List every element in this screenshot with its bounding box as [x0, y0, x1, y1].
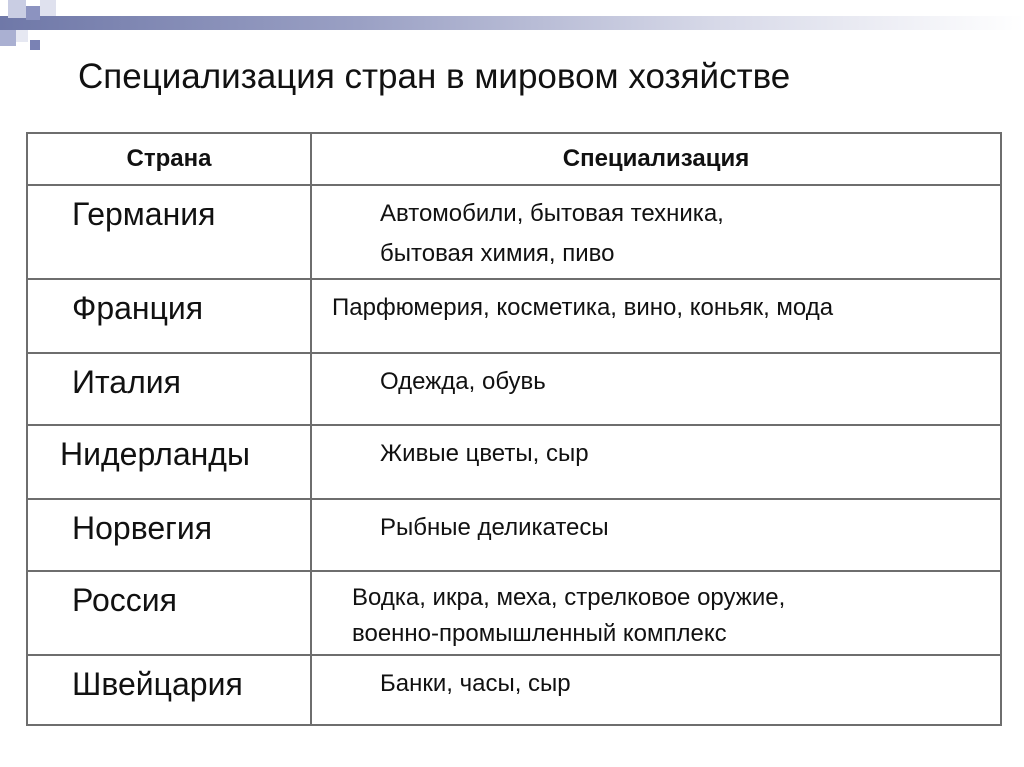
decorative-square	[8, 0, 26, 18]
specialization-table	[26, 132, 1002, 726]
specialization-cell	[312, 186, 1000, 274]
header-gradient-band	[0, 16, 1024, 30]
specialization-cell: Банки, часы, сыр	[380, 670, 571, 697]
specialization-cell: Одежда, обувь	[380, 368, 546, 395]
specialization-line: бытовая химия, пиво	[380, 240, 615, 267]
table-row	[27, 425, 1001, 499]
specialization-line: военно-промышленный комплекс	[352, 620, 727, 647]
country-cell: Нидерланды	[60, 436, 250, 472]
specialization-cell: Рыбные деликатесы	[380, 514, 609, 541]
specialization-line: Водка, икра, меха, стрелковое оружие,	[352, 584, 786, 611]
column-header-country: Страна	[27, 133, 311, 185]
country-cell: Италия	[72, 364, 181, 400]
specialization-cell: Парфюмерия, косметика, вино, коньяк, мода	[332, 294, 834, 321]
decorative-square	[16, 30, 28, 42]
table-row	[27, 279, 1001, 353]
decorative-square	[0, 30, 16, 46]
decorative-square	[30, 40, 40, 50]
table-row	[27, 571, 1001, 655]
page-title: Специализация стран в мировом хозяйстве	[78, 57, 791, 96]
table-header-row	[27, 133, 1001, 185]
decorative-square	[40, 0, 56, 16]
country-cell: Норвегия	[72, 510, 213, 546]
table-row	[27, 499, 1001, 571]
table-row	[27, 185, 1001, 279]
country-cell: Россия	[72, 582, 177, 618]
specialization-line: Автомобили, бытовая техника,	[380, 200, 724, 227]
country-cell: Швейцария	[72, 666, 243, 702]
specialization-cell: Живые цветы, сыр	[380, 440, 589, 467]
specialization-cell	[312, 572, 1000, 652]
column-header-specialization: Специализация	[311, 133, 1001, 185]
country-cell: Франция	[72, 290, 204, 326]
decorative-square	[26, 6, 40, 20]
country-cell: Германия	[72, 196, 216, 232]
table-row	[27, 353, 1001, 425]
table-row	[27, 655, 1001, 725]
